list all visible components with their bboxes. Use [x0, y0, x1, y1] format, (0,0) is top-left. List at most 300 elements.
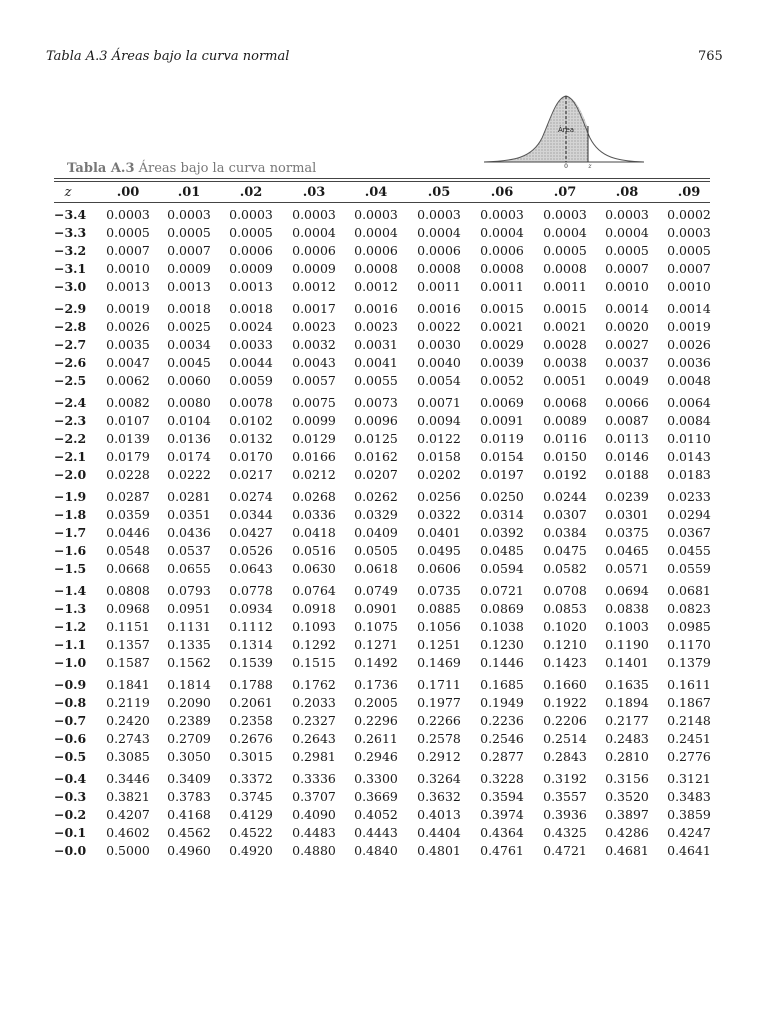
- area-value: 0.0012: [292, 279, 336, 294]
- table-row: [54, 842, 710, 860]
- area-value: 0.0013: [229, 279, 273, 294]
- page-number: 765: [698, 49, 723, 64]
- area-value: 0.1894: [605, 695, 649, 710]
- area-value: 0.2061: [229, 695, 273, 710]
- area-value: 0.0008: [354, 261, 398, 276]
- running-header: Tabla A.3 Áreas bajo la curva normal: [46, 49, 290, 64]
- area-value: 0.3050: [167, 749, 211, 764]
- area-value: 0.0228: [106, 467, 150, 482]
- column-header: .07: [553, 185, 577, 200]
- area-value: 0.0655: [167, 561, 211, 576]
- table-header-rule: [54, 202, 710, 203]
- area-value: 0.0048: [667, 373, 711, 388]
- area-value: 0.0392: [480, 525, 524, 540]
- area-value: 0.0104: [167, 413, 211, 428]
- area-value: 0.0007: [605, 261, 649, 276]
- z-value: −1.5: [54, 561, 87, 576]
- area-value: 0.1922: [543, 695, 587, 710]
- area-value: 0.0008: [480, 261, 524, 276]
- area-value: 0.3859: [667, 807, 711, 822]
- column-header: .09: [677, 185, 701, 200]
- area-value: 0.0010: [667, 279, 711, 294]
- area-value: 0.0059: [229, 373, 273, 388]
- area-value: 0.1170: [667, 637, 711, 652]
- area-value: 0.0262: [354, 489, 398, 504]
- area-value: 0.4641: [667, 843, 711, 858]
- area-value: 0.0158: [417, 449, 461, 464]
- column-header: .04: [364, 185, 388, 200]
- area-value: 0.0036: [667, 355, 711, 370]
- area-value: 0.4920: [229, 843, 273, 858]
- area-value: 0.1190: [605, 637, 649, 652]
- z-value: −1.9: [54, 489, 87, 504]
- table-row: [54, 488, 710, 506]
- area-value: 0.0336: [292, 507, 336, 522]
- tick-zero: 0: [564, 163, 568, 168]
- z-value: −1.4: [54, 583, 87, 598]
- area-value: 0.0057: [292, 373, 336, 388]
- table-row: [54, 260, 710, 278]
- area-value: 0.0005: [605, 243, 649, 258]
- area-value: 0.0034: [167, 337, 211, 352]
- area-value: 0.0052: [480, 373, 524, 388]
- area-value: 0.0045: [167, 355, 211, 370]
- area-value: 0.1539: [229, 655, 273, 670]
- area-value: 0.0026: [667, 337, 711, 352]
- area-value: 0.3409: [167, 771, 211, 786]
- area-value: 0.4801: [417, 843, 461, 858]
- area-value: 0.4880: [292, 843, 336, 858]
- z-value: −1.6: [54, 543, 87, 558]
- table-row: [54, 354, 710, 372]
- area-value: 0.3707: [292, 789, 336, 804]
- area-value: 0.3936: [543, 807, 587, 822]
- z-value: −3.3: [54, 225, 87, 240]
- area-value: 0.0344: [229, 507, 273, 522]
- area-value: 0.0069: [480, 395, 524, 410]
- area-value: 0.0212: [292, 467, 336, 482]
- area-value: 0.0012: [354, 279, 398, 294]
- area-value: 0.0038: [543, 355, 587, 370]
- area-value: 0.0401: [417, 525, 461, 540]
- area-value: 0.0129: [292, 431, 336, 446]
- area-value: 0.0708: [543, 583, 587, 598]
- z-value: −0.2: [54, 807, 87, 822]
- area-value: 0.0080: [167, 395, 211, 410]
- table-row: [54, 770, 710, 788]
- area-value: 0.0681: [667, 583, 711, 598]
- area-value: 0.0274: [229, 489, 273, 504]
- table-row: [54, 318, 710, 336]
- area-value: 0.4761: [480, 843, 524, 858]
- area-value: 0.0217: [229, 467, 273, 482]
- table-row: [54, 224, 710, 242]
- area-value: 0.0436: [167, 525, 211, 540]
- area-value: 0.0091: [480, 413, 524, 428]
- z-value: −0.3: [54, 789, 87, 804]
- area-value: 0.2912: [417, 749, 461, 764]
- area-label: Área: [557, 126, 575, 134]
- area-value: 0.3156: [605, 771, 649, 786]
- z-value: −2.1: [54, 449, 87, 464]
- area-value: 0.0008: [417, 261, 461, 276]
- area-value: 0.0010: [106, 261, 150, 276]
- area-value: 0.0314: [480, 507, 524, 522]
- area-value: 0.0559: [667, 561, 711, 576]
- area-value: 0.0793: [167, 583, 211, 598]
- area-value: 0.0110: [667, 431, 711, 446]
- area-value: 0.1379: [667, 655, 711, 670]
- table-row: [54, 278, 710, 296]
- area-value: 0.1423: [543, 655, 587, 670]
- area-value: 0.0033: [229, 337, 273, 352]
- area-value: 0.1075: [354, 619, 398, 634]
- area-value: 0.0003: [229, 207, 273, 222]
- area-value: 0.0409: [354, 525, 398, 540]
- table-row: [54, 206, 710, 224]
- area-value: 0.0016: [354, 301, 398, 316]
- table-row: [54, 336, 710, 354]
- area-value: 0.1711: [417, 677, 461, 692]
- area-value: 0.0119: [480, 431, 524, 446]
- table-row: [54, 242, 710, 260]
- area-value: 0.0125: [354, 431, 398, 446]
- area-value: 0.4207: [106, 807, 150, 822]
- table-caption-label: Tabla A.3: [67, 161, 135, 176]
- area-value: 0.0023: [354, 319, 398, 334]
- area-value: 0.3783: [167, 789, 211, 804]
- area-value: 0.2420: [106, 713, 150, 728]
- area-value: 0.0749: [354, 583, 398, 598]
- area-value: 0.0087: [605, 413, 649, 428]
- area-value: 0.1492: [354, 655, 398, 670]
- area-value: 0.1611: [667, 677, 711, 692]
- area-value: 0.3336: [292, 771, 336, 786]
- table-row: [54, 676, 710, 694]
- area-value: 0.2206: [543, 713, 587, 728]
- area-value: 0.0027: [605, 337, 649, 352]
- z-value: −3.0: [54, 279, 87, 294]
- area-value: 0.0084: [667, 413, 711, 428]
- table-top-rule: [54, 178, 710, 179]
- area-value: 0.0019: [667, 319, 711, 334]
- area-value: 0.0179: [106, 449, 150, 464]
- area-value: 0.1020: [543, 619, 587, 634]
- area-value: 0.0721: [480, 583, 524, 598]
- area-value: 0.0136: [167, 431, 211, 446]
- table-row: [54, 694, 710, 712]
- area-value: 0.0526: [229, 543, 273, 558]
- area-value: 0.0367: [667, 525, 711, 540]
- area-value: 0.1093: [292, 619, 336, 634]
- area-value: 0.3557: [543, 789, 587, 804]
- area-value: 0.0250: [480, 489, 524, 504]
- area-value: 0.0139: [106, 431, 150, 446]
- area-value: 0.4364: [480, 825, 524, 840]
- area-value: 0.0039: [480, 355, 524, 370]
- area-value: 0.1446: [480, 655, 524, 670]
- area-value: 0.4443: [354, 825, 398, 840]
- area-value: 0.0102: [229, 413, 273, 428]
- area-value: 0.0018: [229, 301, 273, 316]
- area-value: 0.0869: [480, 601, 524, 616]
- area-value: 0.4052: [354, 807, 398, 822]
- area-value: 0.3974: [480, 807, 524, 822]
- area-value: 0.0192: [543, 467, 587, 482]
- area-value: 0.0808: [106, 583, 150, 598]
- area-value: 0.1210: [543, 637, 587, 652]
- area-value: 0.0154: [480, 449, 524, 464]
- area-value: 0.0301: [605, 507, 649, 522]
- area-value: 0.0122: [417, 431, 461, 446]
- area-value: 0.1867: [667, 695, 711, 710]
- area-value: 0.0418: [292, 525, 336, 540]
- area-value: 0.2877: [480, 749, 524, 764]
- area-value: 0.3520: [605, 789, 649, 804]
- area-value: 0.0150: [543, 449, 587, 464]
- z-value: −1.1: [54, 637, 87, 652]
- column-header-z: z: [64, 185, 72, 200]
- area-value: 0.0146: [605, 449, 649, 464]
- area-value: 0.0004: [292, 225, 336, 240]
- area-value: 0.2327: [292, 713, 336, 728]
- area-value: 0.0375: [605, 525, 649, 540]
- area-value: 0.1335: [167, 637, 211, 652]
- area-value: 0.3745: [229, 789, 273, 804]
- area-value: 0.0475: [543, 543, 587, 558]
- z-value: −0.7: [54, 713, 87, 728]
- area-value: 0.2236: [480, 713, 524, 728]
- area-value: 0.0838: [605, 601, 649, 616]
- area-value: 0.0020: [605, 319, 649, 334]
- area-value: 0.0951: [167, 601, 211, 616]
- z-value: −0.4: [54, 771, 87, 786]
- area-value: 0.0174: [167, 449, 211, 464]
- area-value: 0.0062: [106, 373, 150, 388]
- area-value: 0.0004: [543, 225, 587, 240]
- area-value: 0.0934: [229, 601, 273, 616]
- table-row: [54, 372, 710, 390]
- area-value: 0.0021: [480, 319, 524, 334]
- area-value: 0.0668: [106, 561, 150, 576]
- area-value: 0.1515: [292, 655, 336, 670]
- area-value: 0.4840: [354, 843, 398, 858]
- z-value: −2.4: [54, 395, 87, 410]
- z-value: −0.6: [54, 731, 87, 746]
- area-value: 0.4168: [167, 807, 211, 822]
- column-header: .06: [490, 185, 514, 200]
- area-value: 0.1762: [292, 677, 336, 692]
- area-value: 0.0006: [417, 243, 461, 258]
- table-row: [54, 300, 710, 318]
- area-value: 0.3594: [480, 789, 524, 804]
- area-value: 0.0055: [354, 373, 398, 388]
- area-value: 0.1131: [167, 619, 211, 634]
- area-value: 0.0778: [229, 583, 273, 598]
- area-value: 0.0132: [229, 431, 273, 446]
- area-value: 0.1949: [480, 695, 524, 710]
- area-value: 0.0202: [417, 467, 461, 482]
- area-value: 0.0007: [167, 243, 211, 258]
- area-value: 0.4247: [667, 825, 711, 840]
- z-value: −3.2: [54, 243, 87, 258]
- area-value: 0.0008: [543, 261, 587, 276]
- area-value: 0.0073: [354, 395, 398, 410]
- area-value: 0.0281: [167, 489, 211, 504]
- area-value: 0.0582: [543, 561, 587, 576]
- area-value: 0.0239: [605, 489, 649, 504]
- area-value: 0.1003: [605, 619, 649, 634]
- area-value: 0.0268: [292, 489, 336, 504]
- table-row: [54, 412, 710, 430]
- table-row: [54, 394, 710, 412]
- area-value: 0.0094: [417, 413, 461, 428]
- area-value: 0.0359: [106, 507, 150, 522]
- area-value: 0.0075: [292, 395, 336, 410]
- z-value: −0.9: [54, 677, 87, 692]
- area-value: 0.0630: [292, 561, 336, 576]
- area-value: 0.0044: [229, 355, 273, 370]
- z-value: −2.6: [54, 355, 87, 370]
- area-value: 0.3264: [417, 771, 461, 786]
- area-value: 0.0548: [106, 543, 150, 558]
- area-value: 0.0068: [543, 395, 587, 410]
- column-header: .01: [177, 185, 201, 200]
- area-value: 0.2119: [106, 695, 150, 710]
- normal-curve-figure: [484, 92, 644, 168]
- area-value: 0.1736: [354, 677, 398, 692]
- area-value: 0.0004: [354, 225, 398, 240]
- area-value: 0.2981: [292, 749, 336, 764]
- area-value: 0.0455: [667, 543, 711, 558]
- area-value: 0.4129: [229, 807, 273, 822]
- table-row: [54, 788, 710, 806]
- area-value: 0.0060: [167, 373, 211, 388]
- area-value: 0.0764: [292, 583, 336, 598]
- area-value: 0.0005: [106, 225, 150, 240]
- area-value: 0.3015: [229, 749, 273, 764]
- area-value: 0.2514: [543, 731, 587, 746]
- area-value: 0.0064: [667, 395, 711, 410]
- table-row: [54, 524, 710, 542]
- area-value: 0.1230: [480, 637, 524, 652]
- area-value: 0.0197: [480, 467, 524, 482]
- area-value: 0.0028: [543, 337, 587, 352]
- area-value: 0.3446: [106, 771, 150, 786]
- table-top-rule-inner: [54, 181, 710, 182]
- area-value: 0.0188: [605, 467, 649, 482]
- area-value: 0.0011: [417, 279, 461, 294]
- area-value: 0.0016: [417, 301, 461, 316]
- area-value: 0.0003: [605, 207, 649, 222]
- table-caption-title: Áreas bajo la curva normal: [138, 161, 317, 176]
- area-value: 0.0051: [543, 373, 587, 388]
- area-value: 0.0183: [667, 467, 711, 482]
- z-value: −3.4: [54, 207, 87, 222]
- table-row: [54, 712, 710, 730]
- table-row: [54, 466, 710, 484]
- area-value: 0.0322: [417, 507, 461, 522]
- area-value: 0.2578: [417, 731, 461, 746]
- area-value: 0.0233: [667, 489, 711, 504]
- area-value: 0.0071: [417, 395, 461, 410]
- area-value: 0.0049: [605, 373, 649, 388]
- area-value: 0.0465: [605, 543, 649, 558]
- area-value: 0.1314: [229, 637, 273, 652]
- area-value: 0.0166: [292, 449, 336, 464]
- area-value: 0.0113: [605, 431, 649, 446]
- area-value: 0.2483: [605, 731, 649, 746]
- area-value: 0.2296: [354, 713, 398, 728]
- area-value: 0.0256: [417, 489, 461, 504]
- area-value: 0.0007: [667, 261, 711, 276]
- area-value: 0.1977: [417, 695, 461, 710]
- table-row: [54, 824, 710, 842]
- area-value: 0.0004: [480, 225, 524, 240]
- area-value: 0.4404: [417, 825, 461, 840]
- area-value: 0.0004: [605, 225, 649, 240]
- table-row: [54, 506, 710, 524]
- area-value: 0.1562: [167, 655, 211, 670]
- area-value: 0.0823: [667, 601, 711, 616]
- area-value: 0.3483: [667, 789, 711, 804]
- area-value: 0.2643: [292, 731, 336, 746]
- area-value: 0.0003: [167, 207, 211, 222]
- area-value: 0.0735: [417, 583, 461, 598]
- area-value: 0.3300: [354, 771, 398, 786]
- area-value: 0.0222: [167, 467, 211, 482]
- area-value: 0.4522: [229, 825, 273, 840]
- area-value: 0.0918: [292, 601, 336, 616]
- area-value: 0.0014: [605, 301, 649, 316]
- area-value: 0.0107: [106, 413, 150, 428]
- area-value: 0.0485: [480, 543, 524, 558]
- area-value: 0.1251: [417, 637, 461, 652]
- area-value: 0.0014: [667, 301, 711, 316]
- area-value: 0.1056: [417, 619, 461, 634]
- area-value: 0.4090: [292, 807, 336, 822]
- area-value: 0.0017: [292, 301, 336, 316]
- area-value: 0.4681: [605, 843, 649, 858]
- area-value: 0.0021: [543, 319, 587, 334]
- z-value: −2.9: [54, 301, 87, 316]
- area-value: 0.0010: [605, 279, 649, 294]
- area-value: 0.0329: [354, 507, 398, 522]
- area-value: 0.2389: [167, 713, 211, 728]
- area-value: 0.2148: [667, 713, 711, 728]
- area-value: 0.1685: [480, 677, 524, 692]
- area-value: 0.0495: [417, 543, 461, 558]
- table-header-row: [54, 184, 710, 202]
- column-header: .03: [302, 185, 326, 200]
- area-value: 0.5000: [106, 843, 150, 858]
- column-header: .05: [427, 185, 451, 200]
- z-value: −0.5: [54, 749, 87, 764]
- area-value: 0.0006: [480, 243, 524, 258]
- z-value: −0.0: [54, 843, 87, 858]
- area-value: 0.0005: [667, 243, 711, 258]
- z-value: −1.0: [54, 655, 87, 670]
- area-value: 0.1635: [605, 677, 649, 692]
- area-value: 0.1292: [292, 637, 336, 652]
- area-value: 0.1814: [167, 677, 211, 692]
- area-value: 0.1788: [229, 677, 273, 692]
- area-value: 0.0537: [167, 543, 211, 558]
- area-value: 0.0003: [292, 207, 336, 222]
- area-value: 0.0043: [292, 355, 336, 370]
- table-row: [54, 730, 710, 748]
- area-value: 0.2709: [167, 731, 211, 746]
